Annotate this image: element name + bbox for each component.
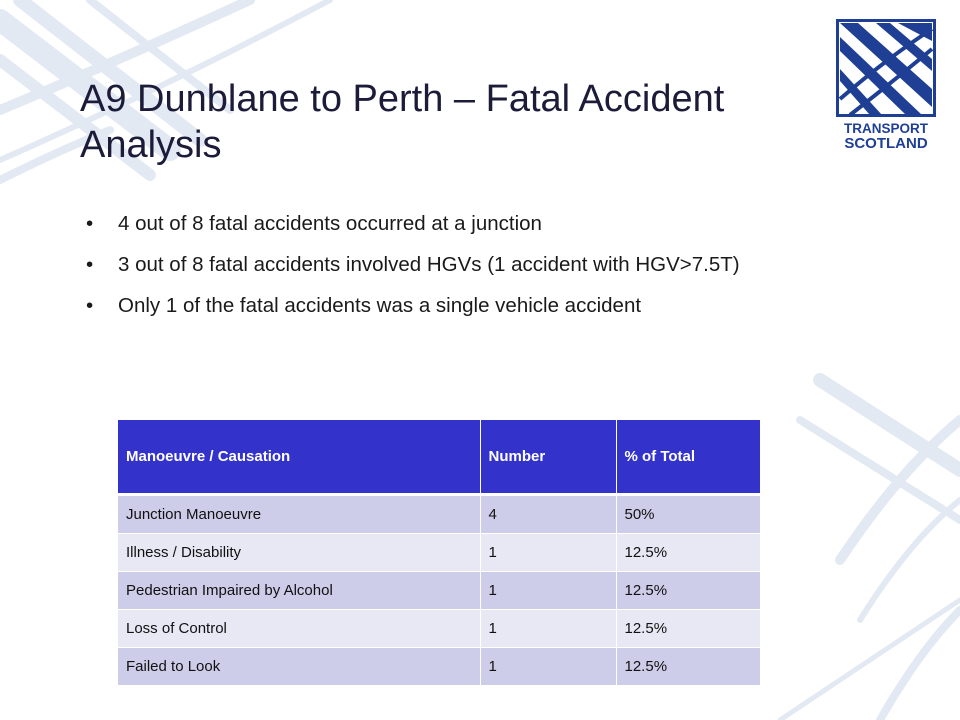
header-cell: Manoeuvre / Causation [118,420,480,495]
header-cell: Number [480,420,616,495]
bullet-item: • 4 out of 8 fatal accidents occurred at a junction [80,212,740,236]
bullet-item: • 3 out of 8 fatal accidents involved HGVs (1 accident with HGV>7.5T) [80,253,740,277]
bullet-item: • Only 1 of the fatal accidents was a single vehicle accident [80,294,740,318]
table-row [118,534,760,572]
bg-swoosh [840,420,960,560]
bg-swoosh [780,600,960,720]
table-cell: 1 [480,534,616,572]
table-cell: Junction Manoeuvre [118,495,480,534]
logo-text-line2: SCOTLAND [844,135,928,152]
table-cell: 12.5% [616,648,760,686]
table-cell: Failed to Look [118,648,480,686]
table-cell: 12.5% [616,572,760,610]
bullet-list [80,212,740,335]
table-cell: 12.5% [616,534,760,572]
header-cell: % of Total [616,420,760,495]
table-cell: 1 [480,610,616,648]
table-cell: 4 [480,495,616,534]
table-row [118,610,760,648]
table-header-row [118,420,760,495]
table-row [118,495,760,534]
slide-title: A9 Dunblane to Perth – Fatal Accident Analysis [80,78,725,166]
transport-scotland-logo [836,19,936,153]
table-cell: 1 [480,572,616,610]
table-cell: Loss of Control [118,610,480,648]
table-row [118,572,760,610]
road-interchange-icon [836,19,936,117]
table-cell: 50% [616,495,760,534]
bg-swoosh [820,380,960,470]
causation-table [118,420,760,686]
logo-text-line1: TRANSPORT [844,121,928,136]
table-cell: Pedestrian Impaired by Alcohol [118,572,480,610]
table-row [118,648,760,686]
table-cell: 1 [480,648,616,686]
table-cell: 12.5% [616,610,760,648]
table-cell: Illness / Disability [118,534,480,572]
